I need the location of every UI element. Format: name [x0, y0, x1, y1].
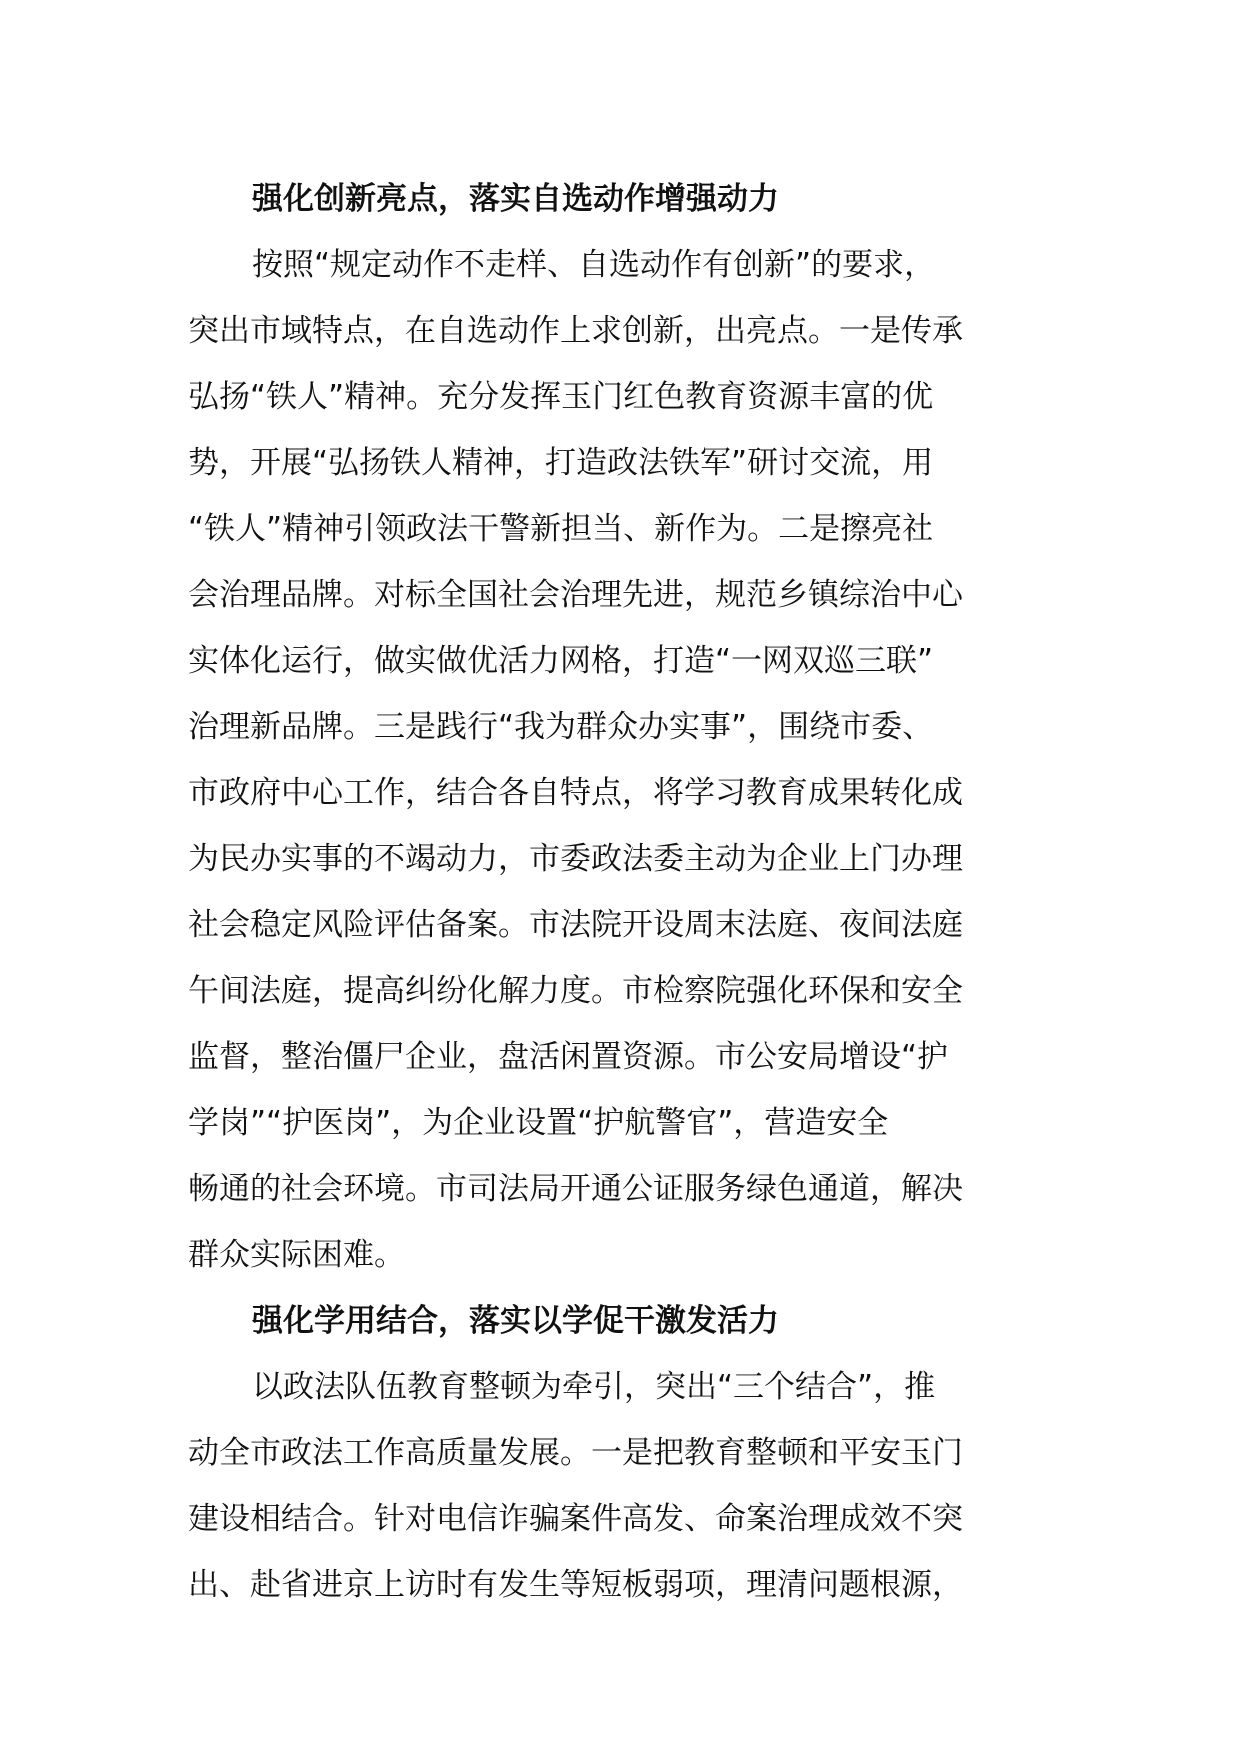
paragraph-line: 动全市政法工作高质量发展。一是把教育整顿和平安玉门: [188, 1435, 963, 1471]
paragraph-line: 为民办实事的不竭动力，市委政法委主动为企业上门办理: [188, 841, 963, 877]
paragraph-line: 监督，整治僵尸企业，盘活闲置资源。市公安局增设“护: [188, 1039, 949, 1075]
paragraph-line: 出、赴省进京上访时有发生等短板弱项，理清问题根源，: [188, 1567, 963, 1603]
paragraph-line: 市政府中心工作，结合各自特点，将学习教育成果转化成: [188, 775, 963, 811]
section-heading: 强化学用结合，落实以学促干激发活力: [252, 1303, 779, 1339]
paragraph-line: 实体化运行，做实做优活力网格，打造“一网双巡三联”: [188, 643, 934, 679]
document-body: [188, 166, 1054, 1618]
paragraph-line: 势，开展“弘扬铁人精神，打造政法铁军”研讨交流，用: [188, 445, 934, 481]
paragraph-line: 治理新品牌。三是践行“我为群众办实事”，围绕市委、: [188, 709, 934, 745]
paragraph-line: 建设相结合。针对电信诈骗案件高发、命案治理成效不突: [188, 1501, 963, 1537]
paragraph-line: “铁人”精神引领政法干警新担当、新作为。二是擦亮社: [188, 511, 934, 547]
paragraph-line: 弘扬“铁人”精神。充分发挥玉门红色教育资源丰富的优: [188, 379, 934, 415]
paragraph-line: 突出市域特点，在自选动作上求创新，出亮点。一是传承: [188, 313, 963, 349]
paragraph-line: 社会稳定风险评估备案。市法院开设周末法庭、夜间法庭: [188, 907, 963, 943]
paragraph-line: 午间法庭，提高纠纷化解力度。市检察院强化环保和安全: [188, 973, 963, 1009]
section-heading: 强化创新亮点，落实自选动作增强动力: [252, 181, 779, 217]
paragraph-line: 群众实际困难。: [188, 1237, 405, 1273]
paragraph-line: 会治理品牌。对标全国社会治理先进，规范乡镇综治中心: [188, 577, 963, 613]
paragraph-line: 按照“规定动作不走样、自选动作有创新”的要求，: [252, 247, 936, 283]
paragraph-line: 学岗”“护医岗”，为企业设置“护航警官”，营造安全: [188, 1105, 889, 1141]
paragraph-line: 以政法队伍教育整顿为牵引，突出“三个结合”，推: [252, 1369, 936, 1405]
paragraph-line: 畅通的社会环境。市司法局开通公证服务绿色通道，解决: [188, 1171, 963, 1207]
